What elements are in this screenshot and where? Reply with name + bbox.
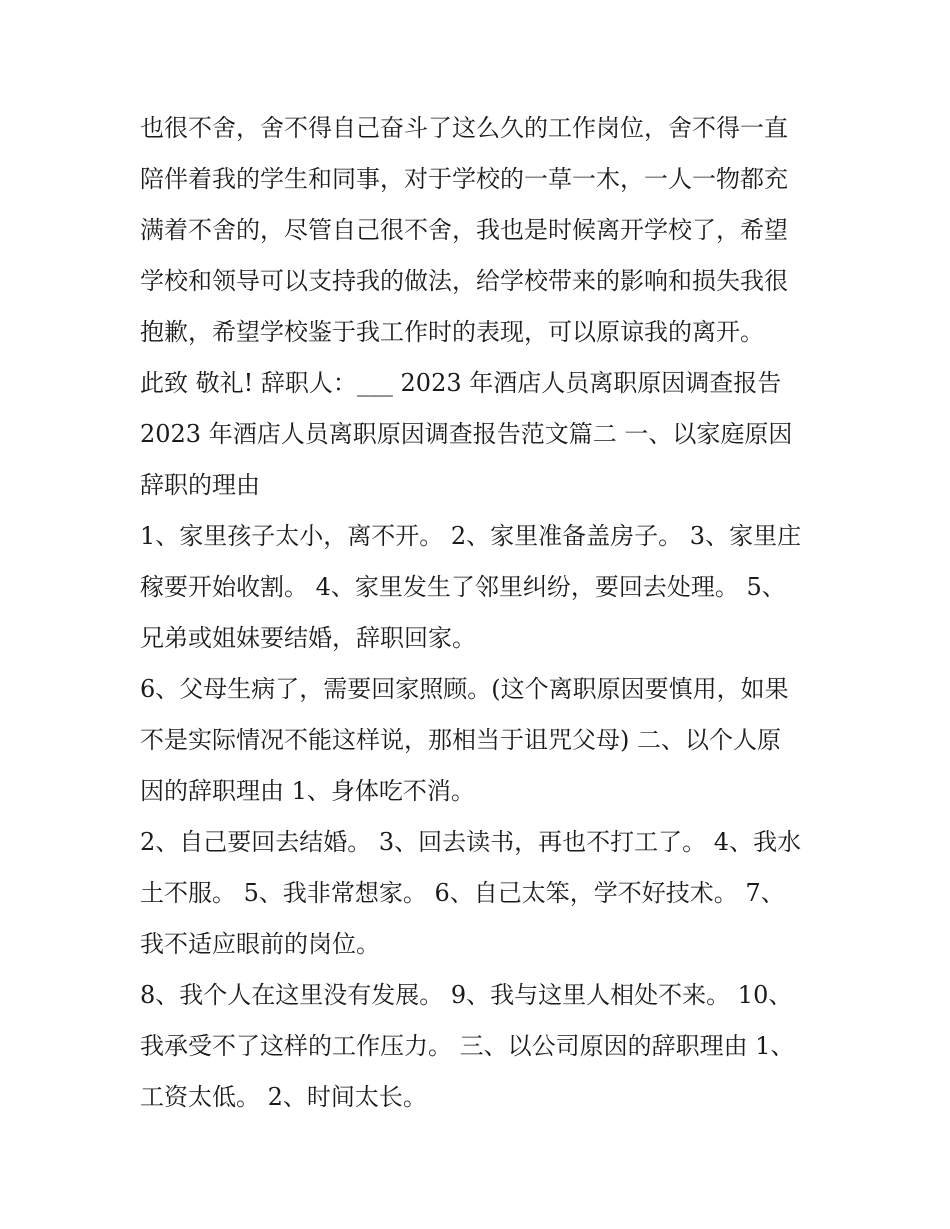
document-body: [140, 103, 820, 1123]
text-line: 我承受不了这样的工作压力。 三、以公司原因的辞职理由 1、: [140, 1032, 795, 1060]
text-line: 学校和领导可以支持我的做法，给学校带来的影响和损失我很: [140, 267, 788, 295]
paragraph-family-reasons: [140, 511, 820, 664]
text-line: 稼要开始收割。 4、家里发生了邻里纠纷，要回去处理。 5、: [140, 573, 786, 601]
text-line: 此致 敬礼! 辞职人：___ 2023 年酒店人员离职原因调查报告: [140, 369, 782, 397]
paragraph-closing-and-report-title: [140, 358, 820, 511]
text-line: 8、我个人在这里没有发展。 9、我与这里人相处不来。 10、: [140, 981, 793, 1009]
text-line: 2、自己要回去结婚。 3、回去读书，再也不打工了。 4、我水: [140, 828, 802, 856]
text-line: 因的辞职理由 1、身体吃不消。: [140, 777, 475, 805]
text-line: 6、父母生病了，需要回家照顾。(这个离职原因要慎用，如果: [140, 675, 789, 703]
text-line: 2023 年酒店人员离职原因调查报告范文篇二 一、以家庭原因: [140, 420, 793, 448]
text-line: 1、家里孩子太小，离不开。 2、家里准备盖房子。 3、家里庄: [140, 522, 802, 550]
text-line: 我不适应眼前的岗位。: [140, 930, 380, 958]
text-line: 不是实际情况不能这样说，那相当于诅咒父母) 二、以个人原: [140, 726, 781, 754]
text-line: 土不服。 5、我非常想家。 6、自己太笨，学不好技术。 7、: [140, 879, 785, 907]
paragraph-resignation-farewell: [140, 103, 820, 358]
text-line: 工资太低。 2、时间太长。: [140, 1083, 427, 1111]
text-line: 也很不舍，舍不得自己奋斗了这么久的工作岗位，舍不得一直: [140, 114, 788, 142]
text-line: 兄弟或姐妹要结婚，辞职回家。: [140, 624, 476, 652]
text-line: 抱歉，希望学校鉴于我工作时的表现，可以原谅我的离开。: [140, 318, 764, 346]
paragraph-personal-reasons-list: [140, 817, 820, 970]
paragraph-parents-and-personal-reasons: [140, 664, 820, 817]
text-line: 辞职的理由: [140, 471, 260, 499]
text-line: 满着不舍的，尽管自己很不舍，我也是时候离开学校了，希望: [140, 216, 788, 244]
text-line: 陪伴着我的学生和同事，对于学校的一草一木，一人一物都充: [140, 165, 788, 193]
paragraph-company-reasons: [140, 970, 820, 1123]
